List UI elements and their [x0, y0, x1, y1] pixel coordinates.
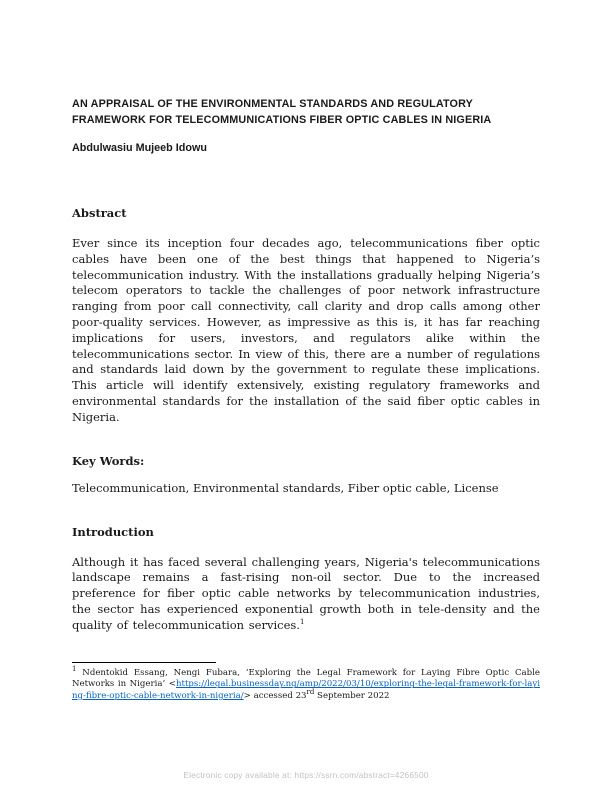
ssrn-footer-notice: Electronic copy available at: https://ssrn.com/abstract=4266500: [183, 770, 429, 780]
footnote-after-link: > accessed 23: [243, 690, 307, 701]
paper-title-line-1: AN APPRAISAL OF THE ENVIRONMENTAL STANDARDS AND REGULATORY: [72, 98, 473, 110]
author-name: Abdulwasiu Mujeeb Idowu: [72, 142, 207, 154]
introduction-paragraph: [72, 555, 540, 634]
footnote-link[interactable]: https://legal.businessday.ng/amp/2022/03/10/exploring-the-legal-framework-for-laying-fibre-optic-cable-network-in-nigeria/: [72, 679, 540, 701]
footnote-citation: Ndentokid Essang, Nengi Fubara, ‘Exploring the Legal Framework for Laying Fibre Optic Cable Networks in Nigeria’ <: [72, 668, 540, 690]
footnote-ordinal-superscript: rd: [306, 687, 315, 696]
keywords-text: Telecommunication, Environmental standards, Fiber optic cable, License: [72, 480, 499, 495]
paper-title: [72, 97, 540, 128]
footnote-number: 1: [72, 665, 77, 674]
introduction-heading: Introduction: [72, 524, 154, 539]
abstract-paragraph: Ever since its inception four decades ago, telecommunications fiber optic cables have been one of the best things that happened to Nigeria’s telecommunication industry. With the installations gradually helping Nigeria’s telecom operators to tackle the challenges of poor network infrastructure ranging from poor call connectivity, call clarity and drop calls among other poor-quality services. However, as impressive as this is, it has far reaching implications for users, investors, and regulators alike within the telecommunications sector. In view of this, there are a number of regulations and standards laid down by the government to regulate these implications. This article will identify extensively, existing regulatory frameworks and environmental standards for the installation of the said fiber optic cables in Nigeria.: [72, 236, 540, 424]
footnote-separator-rule: [72, 662, 216, 663]
footnote-area: [72, 662, 540, 702]
introduction-text: Although it has faced several challenging years, Nigeria's telecommunications landscape remains a fast-rising non-oil sector. Due to the increased preference for fiber optic cable networks by telecommunication industries, the sector has experienced exponential growth both in tele-density and the quality of telecommunication services.: [72, 554, 540, 632]
abstract-heading: Abstract: [72, 206, 127, 220]
paper-title-line-2: FRAMEWORK FOR TELECOMMUNICATIONS FIBER OPTIC CABLES IN NIGERIA: [72, 113, 492, 126]
footnote-reference-superscript: 1: [299, 617, 305, 626]
page-content: [72, 0, 540, 634]
footnote-text: [72, 665, 540, 702]
keywords-heading: Key Words:: [72, 453, 145, 468]
footnote-tail: September 2022: [314, 690, 390, 701]
